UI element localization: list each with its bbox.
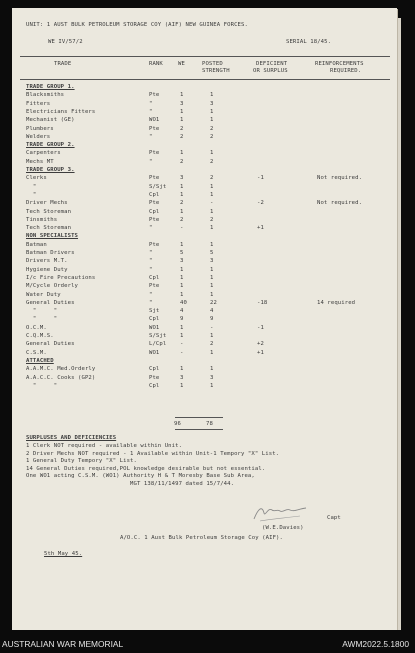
col-deficient: DEFICIENT (256, 61, 288, 67)
trade-cell: A.A.M.C. Med.Orderly (26, 366, 96, 373)
trade-cell: General Duties (26, 299, 75, 306)
posted-cell: 1 (210, 274, 214, 281)
rank-cell: L/Cpl (149, 341, 167, 348)
trade-cell: General Duties (26, 341, 75, 348)
we-cell: 2 (180, 133, 184, 140)
trade-cell: O.C.M. (26, 324, 47, 331)
col-surplus: OR SURPLUS (253, 68, 288, 74)
rank-cell: Cpl (149, 274, 160, 281)
rank-cell: Pte (149, 200, 160, 207)
deficiency-cell: +1 (257, 349, 264, 356)
trade-cell: Water Duty (26, 291, 61, 298)
posted-cell: 2 (210, 125, 214, 132)
we-cell: 1 (180, 366, 184, 373)
posted-cell: 1 (210, 191, 214, 198)
we-cell: 1 (180, 333, 184, 339)
trade-cell: Tech Storeman (26, 225, 72, 232)
trade-cell: Driver Mechs (26, 200, 68, 207)
totals-top-rule (175, 417, 223, 418)
deficiency-cell: -1 (257, 324, 264, 331)
posted-cell: 1 (210, 183, 214, 190)
archive-footer (0, 630, 415, 653)
posted-cell: 1 (210, 333, 214, 339)
we-cell: 3 (180, 374, 184, 381)
posted-cell: 1 (210, 283, 214, 290)
rank-cell: Cpl (149, 366, 160, 373)
section-heading: TRADE GROUP 3. (26, 167, 75, 173)
trade-cell: C.Q.M.S. (26, 333, 54, 339)
trade-cell: Blacksmiths (26, 92, 65, 99)
section-heading: NON SPECIALISTS (26, 233, 79, 240)
reinforcement-cell: Not required. (317, 200, 363, 207)
signature (250, 501, 314, 525)
trade-cell: A.A.C.C. Cooks (GP2) (26, 374, 96, 381)
totals-bottom-rule (175, 429, 223, 430)
posted-cell: 9 (210, 316, 214, 323)
trade-cell: M/Cycle Orderly (26, 283, 79, 290)
posted-cell: 1 (210, 266, 214, 273)
rank-cell: " (149, 225, 153, 232)
we-cell: - (180, 341, 184, 348)
we-cell: 9 (180, 316, 184, 323)
posted-cell: 3 (210, 100, 214, 107)
posted-cell: 22 (210, 299, 217, 306)
note-line: One WO1 acting C.S.M. (WO1) Authority H & T Moresby Base Sub Area, (26, 473, 255, 480)
trade-cell: " (26, 183, 37, 190)
rank-cell: Pte (149, 125, 160, 132)
posted-cell: 1 (210, 208, 214, 215)
note-line: 14 General Duties required,POL knowledge desirable but not essential. (26, 465, 266, 472)
reference-number: WE IV/57/2 (48, 39, 83, 45)
posted-cell: 5 (210, 250, 214, 256)
we-cell: 2 (180, 125, 184, 132)
we-cell: 1 (180, 150, 184, 157)
trade-cell: Tech Storeman (26, 208, 72, 215)
rank-cell: WO1 (149, 324, 160, 331)
we-cell: 40 (180, 299, 187, 306)
deficiency-cell: -2 (257, 200, 264, 207)
note-line: MGT 138/11/1497 dated 15/7/44. (26, 481, 235, 487)
section-heading: TRADE GROUP 2. (26, 142, 75, 149)
trade-cell: Plumbers (26, 125, 54, 132)
rank-cell: Pte (149, 216, 160, 223)
we-cell: 2 (180, 158, 184, 165)
total-posted: 78 (206, 421, 213, 427)
rank-cell: " (149, 100, 153, 107)
we-cell: 2 (180, 200, 184, 207)
posted-cell: 1 (210, 225, 214, 232)
we-cell: 1 (180, 108, 184, 115)
posted-cell: 2 (210, 341, 214, 348)
we-cell: 1 (180, 241, 184, 248)
col-required: REQUIRED. (330, 68, 362, 74)
posted-cell: 1 (210, 108, 214, 115)
posted-cell: 3 (210, 374, 214, 381)
col-rank: RANK (149, 61, 163, 67)
rank-cell: Cpl (149, 208, 160, 215)
we-cell: 3 (180, 258, 184, 265)
we-cell: 1 (180, 117, 184, 124)
we-cell: - (180, 349, 184, 356)
trade-cell: Drivers M.T. (26, 258, 68, 265)
trade-cell: Electricians Fitters (26, 108, 96, 115)
footer-accession-number: AWM2022.5.1800 (342, 639, 409, 649)
trade-cell: Tinsmiths (26, 216, 58, 223)
trade-cell: Carpenters (26, 150, 61, 157)
posted-cell: - (210, 324, 214, 331)
trade-cell: C.S.M. (26, 349, 47, 356)
deficiency-cell: -1 (257, 175, 264, 182)
rank-cell: " (149, 158, 153, 165)
header-top-rule (20, 56, 390, 57)
we-cell: 4 (180, 308, 184, 315)
header-bottom-rule (20, 79, 390, 80)
trade-cell: " " (26, 382, 58, 389)
section-heading: ATTACHED (26, 357, 54, 364)
signatory-name: (W.E.Davies) (262, 525, 304, 531)
rank-cell: " (149, 299, 153, 306)
we-cell: 1 (180, 382, 184, 389)
posted-cell: 4 (210, 308, 214, 315)
posted-cell: 2 (210, 133, 214, 140)
rank-cell: " (149, 291, 153, 298)
rank-cell: Sjt (149, 308, 160, 315)
posted-cell: 2 (210, 158, 214, 165)
we-cell: 5 (180, 250, 184, 256)
we-cell: 1 (180, 208, 184, 215)
section-heading: TRADE GROUP 1. (26, 84, 75, 90)
col-we: WE (178, 61, 185, 67)
serial-number: SERIAL 18/45. (286, 39, 332, 45)
rank-cell: Pte (149, 175, 160, 182)
posted-cell: - (210, 200, 214, 207)
deficiency-cell: +2 (257, 341, 264, 348)
posted-cell: 1 (210, 92, 214, 99)
trade-cell: Mechanist (GE) (26, 117, 75, 124)
rank-cell: " (149, 266, 153, 273)
we-cell: 1 (180, 266, 184, 273)
signatory-rank: Capt (327, 515, 341, 521)
rank-cell: Pte (149, 92, 160, 99)
note-line: 2 Driver Mechs NOT required - 1 Available within Unit-1 Tempory "X" List. (26, 450, 280, 457)
trade-cell: Batman Drivers (26, 250, 75, 256)
rank-cell: S/Sjt (149, 333, 167, 339)
rank-cell: Pte (149, 241, 160, 248)
we-cell: 3 (180, 100, 184, 107)
trade-cell: Batman (26, 241, 47, 248)
posted-cell: 1 (210, 291, 214, 298)
rank-cell: Pte (149, 150, 160, 157)
trade-cell: " (26, 191, 37, 198)
trade-cell: I/c Fire Precautions (26, 274, 96, 281)
trade-cell: " " (26, 316, 58, 323)
document-date: 5th May 45. (44, 551, 83, 557)
posted-cell: 2 (210, 216, 214, 223)
document-page (12, 8, 397, 630)
trade-cell: Fitters (26, 100, 51, 107)
rank-cell: " (149, 258, 153, 265)
we-cell: 1 (180, 92, 184, 99)
posted-cell: 2 (210, 175, 214, 182)
we-cell: 1 (180, 183, 184, 190)
trade-cell: Welders (26, 133, 51, 140)
reinforcement-cell: 14 required (317, 299, 356, 306)
we-cell: 1 (180, 274, 184, 281)
col-posted: POSTED (202, 61, 223, 67)
rank-cell: " (149, 133, 153, 140)
trade-cell: Mechs MT (26, 158, 54, 165)
rank-cell: " (149, 108, 153, 115)
rank-cell: S/Sjt (149, 183, 167, 190)
rank-cell: Cpl (149, 191, 160, 198)
col-reinforcements: REINFORCEMENTS (315, 61, 364, 67)
trade-cell: " " (26, 308, 58, 315)
rank-cell: Pte (149, 283, 160, 290)
posted-cell: 1 (210, 366, 214, 373)
deficiency-cell: -18 (257, 299, 268, 306)
posted-cell: 3 (210, 258, 214, 265)
we-cell: - (180, 225, 184, 232)
we-cell: 1 (180, 283, 184, 290)
we-cell: 1 (180, 291, 184, 298)
col-trade: TRADE (54, 61, 72, 67)
posted-cell: 1 (210, 150, 214, 157)
rank-cell: WO1 (149, 117, 160, 124)
unit-line: UNIT: 1 AUST BULK PETROLEUM STORAGE COY (AIF) NEW GUINEA FORCES. (26, 22, 248, 28)
posted-cell: 1 (210, 117, 214, 124)
trade-cell: Clerks (26, 175, 47, 182)
we-cell: 2 (180, 216, 184, 223)
posted-cell: 1 (210, 349, 214, 356)
rank-cell: WO1 (149, 349, 160, 356)
notes-heading: SURPLUSES AND DEFICIENCIES (26, 435, 117, 441)
deficiency-cell: +1 (257, 225, 264, 232)
rank-cell: Cpl (149, 316, 160, 323)
rank-cell: Pte (149, 374, 160, 381)
note-line: 1 General Duty Tempory "X" List. (26, 458, 137, 465)
we-cell: 3 (180, 175, 184, 182)
we-cell: 1 (180, 191, 184, 198)
note-line: 1 Clerk NOT required - available within Unit. (26, 443, 183, 449)
posted-cell: 1 (210, 241, 214, 248)
rank-cell: " (149, 250, 153, 256)
posted-cell: 1 (210, 382, 214, 389)
we-cell: 1 (180, 324, 184, 331)
footer-institution: AUSTRALIAN WAR MEMORIAL (2, 639, 124, 649)
signatory-title: A/O.C. 1 Aust Bulk Petroleum Storage Coy (AIF). (120, 535, 283, 541)
total-we: 96 (174, 421, 181, 427)
rank-cell: Cpl (149, 382, 160, 389)
reinforcement-cell: Not required. (317, 175, 363, 182)
col-strength: STRENGTH (202, 68, 230, 74)
trade-cell: Hygiene Duty (26, 266, 68, 273)
